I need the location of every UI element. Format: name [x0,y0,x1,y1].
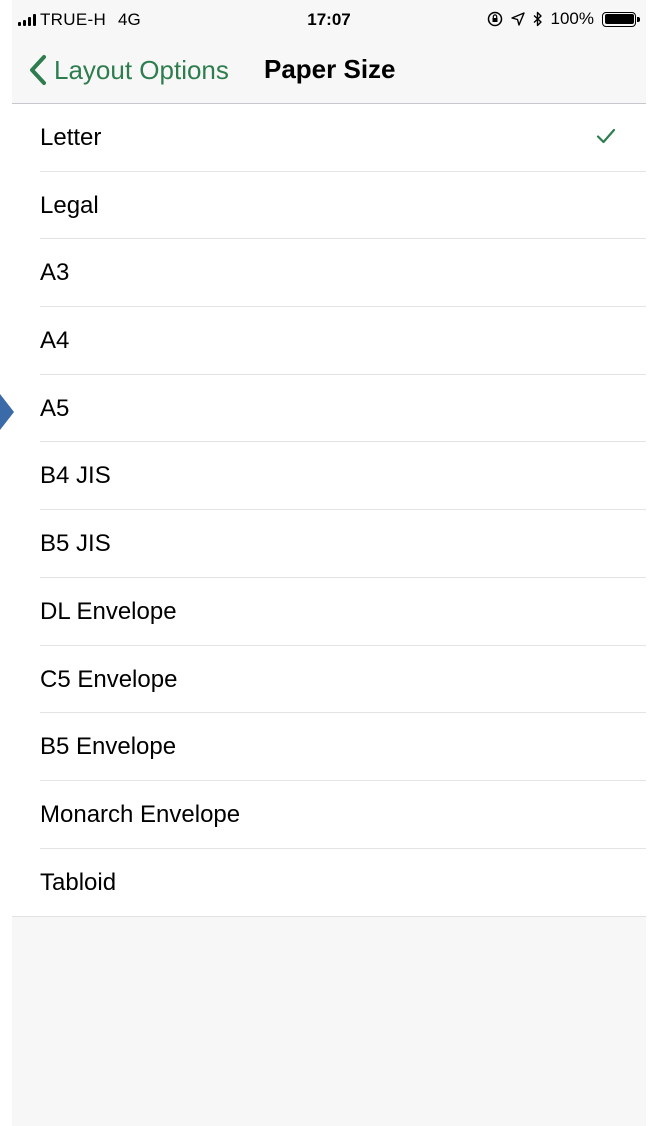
back-button[interactable] [28,50,229,90]
paper-size-option[interactable] [12,510,646,578]
orientation-lock-icon [487,11,503,27]
paper-size-option[interactable] [12,781,646,849]
phone-screen [12,0,646,1126]
status-bar [12,0,646,40]
paper-size-option[interactable] [12,713,646,781]
paper-size-label: A5 [40,394,70,422]
paper-size-option[interactable] [12,172,646,240]
navigation-bar [12,40,646,104]
bluetooth-icon [533,11,543,27]
paper-size-option[interactable] [12,646,646,714]
status-bar-right [487,9,636,29]
paper-size-option[interactable] [12,578,646,646]
checkmark-icon [596,126,616,146]
paper-size-label: Legal [40,191,99,219]
pointer-arrow-icon [0,394,14,430]
carrier-label: TRUE-H [40,10,107,29]
paper-size-label: C5 Envelope [40,665,178,693]
location-icon [511,12,525,26]
back-button-label: Layout Options [54,54,229,85]
battery-percent: 100% [550,9,594,28]
paper-size-label: B4 JIS [40,462,111,490]
paper-size-label: Letter [40,124,102,151]
paper-size-list [12,104,646,917]
page-title: Paper Size [264,54,396,84]
paper-size-label: DL Envelope [40,597,177,625]
paper-size-label: A4 [40,327,70,355]
paper-size-label: B5 JIS [40,530,111,558]
paper-size-option[interactable] [12,442,646,510]
paper-size-option[interactable] [12,104,646,172]
paper-size-option[interactable] [12,307,646,375]
paper-size-option[interactable] [12,239,646,307]
paper-size-label: A3 [40,259,70,287]
paper-size-option[interactable] [12,375,646,443]
battery-icon [602,12,636,27]
paper-size-option[interactable] [12,849,646,917]
status-time: 17:07 [307,10,351,29]
chevron-left-icon [28,54,48,86]
paper-size-label: Monarch Envelope [40,800,241,828]
paper-size-label: Tabloid [40,868,117,896]
network-label: 4G [118,10,141,29]
paper-size-label: B5 Envelope [40,733,177,761]
